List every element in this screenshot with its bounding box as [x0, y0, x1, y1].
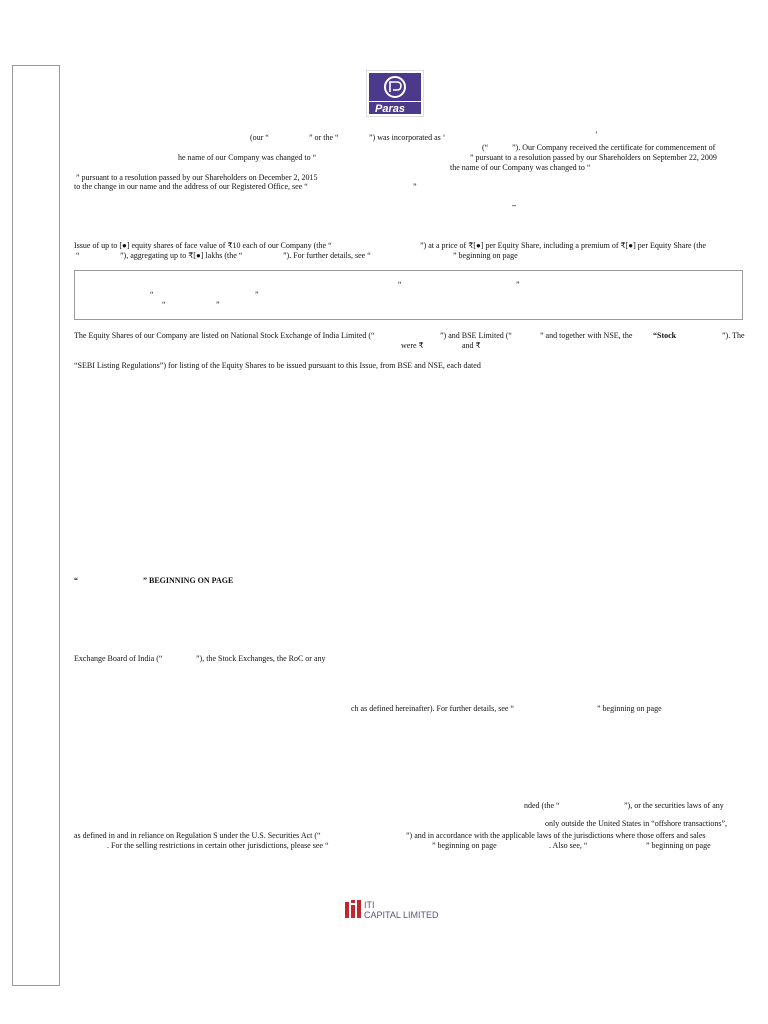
us-line4-also-see: . Also see, “: [549, 841, 588, 850]
sebi-line-b: ”), the Stock Exchanges, the RoC or any: [196, 654, 326, 663]
us-line4: . For the selling restrictions in certain other jurisdictions, please see “: [107, 841, 329, 850]
listing-line1-stock: “Stock: [653, 331, 677, 340]
further-details: ch as defined hereinafter). For further details, see “: [351, 704, 515, 713]
intro-or-the: ” or the “: [309, 133, 339, 142]
notice-quote-2-close: ”: [255, 290, 259, 299]
risk-open-quote: “: [74, 576, 78, 585]
notice-quote-3-close: ”: [216, 300, 220, 309]
us-line1-laws: ”), or the securities laws of any: [624, 801, 724, 810]
notice-box: [74, 270, 743, 320]
issue-line1-price: ”) at a price of ₹[●] per Equity Share, including a premium of ₹[●] per Equity Share (the: [420, 241, 706, 250]
paras-logo: [366, 70, 424, 117]
risk-heading: ” BEGINNING ON PAGE: [143, 576, 234, 585]
intro-name-changed-again: the name of our Company was changed to “: [450, 163, 591, 172]
issue-line1: Issue of up to [●] equity shares of face value of ₹10 each of our Company (the “: [74, 241, 332, 250]
us-line4-beginning-2: ” beginning on page: [646, 841, 711, 850]
issue-line2-beginning: ” beginning on page: [453, 251, 518, 260]
listing-line2-were: were ₹: [401, 341, 424, 350]
issue-line2-quote: “: [76, 251, 80, 260]
intro-incorporated: ”) was incorporated as ‘: [369, 133, 446, 142]
us-line3-sales: ”) and in accordance with the applicable laws of the jurisdictions where those offers and sales: [406, 831, 706, 840]
sebi-line: Exchange Board of India (“: [74, 654, 163, 663]
issue-line2-further: ”). For further details, see “: [283, 251, 371, 260]
iti-logo-bottom: CAPITAL LIMITED: [364, 910, 439, 920]
listing-line2-and: and ₹: [462, 341, 481, 350]
notice-quote-1-open: “: [398, 280, 402, 289]
listing-line1: The Equity Shares of our Company are listed on National Stock Exchange of India Limited (“: [74, 331, 375, 340]
further-beginning: ” beginning on page: [597, 704, 662, 713]
intro-resolution-2009: ” pursuant to a resolution passed by our Shareholders on September 22, 2009: [470, 153, 717, 162]
intro-open-paren: (“: [482, 143, 489, 152]
notice-quote-3-open: “: [162, 300, 166, 309]
us-line1: nded (the “: [524, 801, 560, 810]
listing-line1-the: ”). The: [722, 331, 745, 340]
intro-registered-office-close: ”: [413, 182, 417, 191]
iti-capital-logo: [344, 898, 454, 920]
paras-logo-text: Paras: [375, 103, 405, 115]
us-line4-beginning: ” beginning on page: [432, 841, 497, 850]
intro-certificate: ”). Our Company received the certificate for commencement of: [512, 143, 716, 152]
notice-quote-2-open: “: [150, 290, 154, 299]
intro-dash: –: [512, 201, 516, 210]
intro-registered-office: to the change in our name and the address of our Registered Office, see “: [74, 182, 308, 191]
listing-line1-bse: ”) and BSE Limited (“: [440, 331, 512, 340]
us-line2: only outside the United States in “offshore transactions”,: [545, 819, 728, 828]
left-margin-box: [12, 65, 60, 986]
intro-close-quote: ’: [595, 130, 598, 139]
intro-name-changed: he name of our Company was changed to “: [178, 153, 317, 162]
iti-logo-top: ITI: [364, 900, 375, 910]
us-line3: as defined in and in reliance on Regulation S under the U.S. Securities Act (“: [74, 831, 321, 840]
listing-line3: “SEBI Listing Regulations”) for listing of the Equity Shares to be issued pursuant to this Issue, from BSE and NSE, each dated: [74, 361, 481, 370]
notice-quote-1-close: ”: [516, 280, 520, 289]
intro-our: (our “: [250, 133, 269, 142]
intro-resolution-2015: ” pursuant to a resolution passed by our Shareholders on December 2, 2015: [76, 173, 318, 182]
issue-line2-aggregating: ”), aggregating up to ₹[●] lakhs (the “: [120, 251, 243, 260]
listing-line1-together: ” and together with NSE, the: [540, 331, 633, 340]
